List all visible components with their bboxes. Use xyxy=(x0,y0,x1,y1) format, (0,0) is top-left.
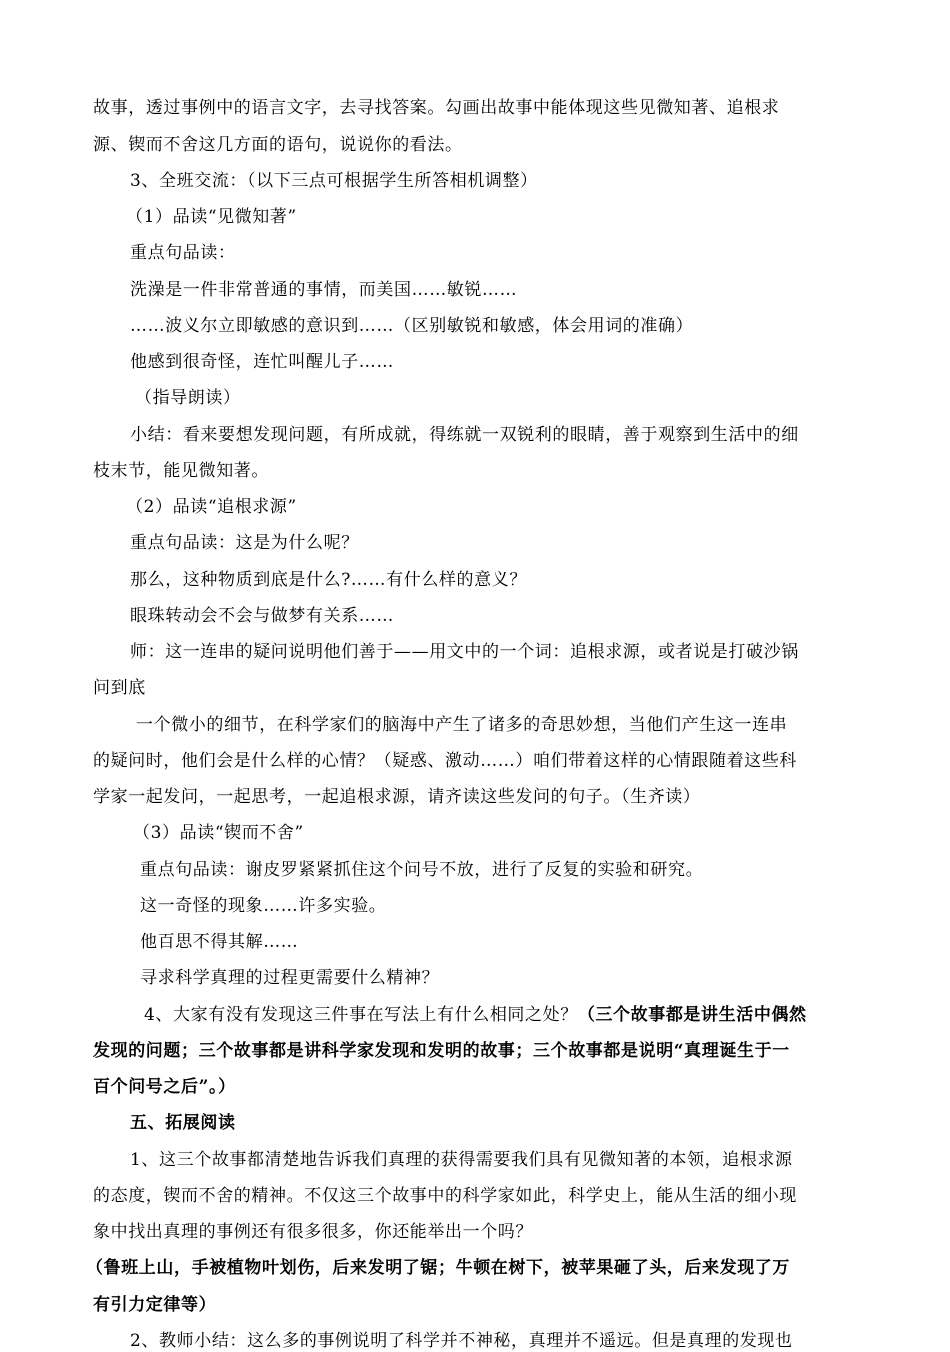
text-line: 故事，透过事例中的语言文字，去寻找答案。勾画出故事中能体现这些见微知著、追根求 xyxy=(93,98,780,118)
text-line: （指导朗读） xyxy=(135,388,241,408)
text-line: 有引力定律等） xyxy=(93,1295,217,1315)
text-line: 洗澡是一件非常普通的事情，而美国……敏锐…… xyxy=(130,280,518,300)
text-line: 2、教师小结：这么多的事例说明了科学并不神秘，真理并不遥远。但是真理的发现也 xyxy=(130,1331,793,1351)
text-line: （1）品读“见微知著” xyxy=(126,207,297,227)
text-line: 重点句品读：这是为什么呢？ xyxy=(130,533,359,553)
text-line: 1、这三个故事都清楚地告诉我们真理的获得需要我们具有见微知著的本领，追根求源 xyxy=(130,1150,793,1170)
text-line xyxy=(144,1004,807,1026)
text-line: 源、锲而不舍这几方面的语句，说说你的看法。 xyxy=(93,135,463,155)
text-line: 重点句品读：谢皮罗紧紧抓住这个问号不放，进行了反复的实验和研究。 xyxy=(140,860,704,880)
text-line: 小结：看来要想发现问题，有所成就，得练就一双锐利的眼睛，善于观察到生活中的细 xyxy=(130,425,799,445)
text-line: 一个微小的细节，在科学家们的脑海中产生了诸多的奇思妙想，当他们产生这一连串 xyxy=(136,715,788,735)
text-line: 这一奇怪的现象……许多实验。 xyxy=(140,896,387,916)
text-line: 3、全班交流：（以下三点可根据学生所答相机调整） xyxy=(130,171,538,191)
text-line: 枝末节，能见微知著。 xyxy=(93,461,269,481)
text-line: ……波义尔立即敏感的意识到……（区别敏锐和敏感，体会用词的准确） xyxy=(130,316,694,336)
text-line: 重点句品读： xyxy=(130,243,236,263)
text-line: 百个问号之后”。） xyxy=(93,1077,236,1097)
text-line: 的态度，锲而不舍的精神。不仅这三个故事中的科学家如此，科学史上，能从生活的细小现 xyxy=(93,1186,797,1206)
question-text: 4、大家有没有发现这三件事在写法上有什么相同之处？ xyxy=(144,1005,578,1025)
answer-text: （三个故事都是讲生活中偶然 xyxy=(577,1005,807,1025)
text-line: 他感到很奇怪，连忙叫醒儿子…… xyxy=(130,352,394,372)
text-line: 师：这一连串的疑问说明他们善于——用文中的一个词：追根求源，或者说是打破沙锅 xyxy=(130,642,799,662)
text-line: （2）品读“追根求源” xyxy=(126,497,297,517)
text-line: 学家一起发问，一起思考，一起追根求源，请齐读这些发问的句子。（生齐读） xyxy=(93,787,701,807)
text-line: 那么，这种物质到底是什么?……有什么样的意义？ xyxy=(130,570,527,590)
text-line: 眼珠转动会不会与做梦有关系…… xyxy=(130,606,394,626)
text-line: （鲁班上山，手被植物叶划伤，后来发明了锯；牛顿在树下，被苹果砸了头，后来发现了万 xyxy=(86,1258,790,1278)
text-line: 他百思不得其解…… xyxy=(140,932,299,952)
text-line: 发现的问题；三个故事都是讲科学家发现和发明的故事；三个故事都是说明“真理诞生于一 xyxy=(93,1041,790,1061)
text-line: （3）品读“锲而不舍” xyxy=(133,823,304,843)
section-heading: 五、拓展阅读 xyxy=(130,1113,236,1133)
text-line: 象中找出真理的事例还有很多很多，你还能举出一个吗？ xyxy=(93,1222,533,1242)
text-line: 的疑问时，他们会是什么样的心情？（疑惑、激动……）咱们带着这样的心情跟随着这些科 xyxy=(93,751,797,771)
text-line: 问到底 xyxy=(93,678,146,698)
text-line: 寻求科学真理的过程更需要什么精神？ xyxy=(140,968,440,988)
